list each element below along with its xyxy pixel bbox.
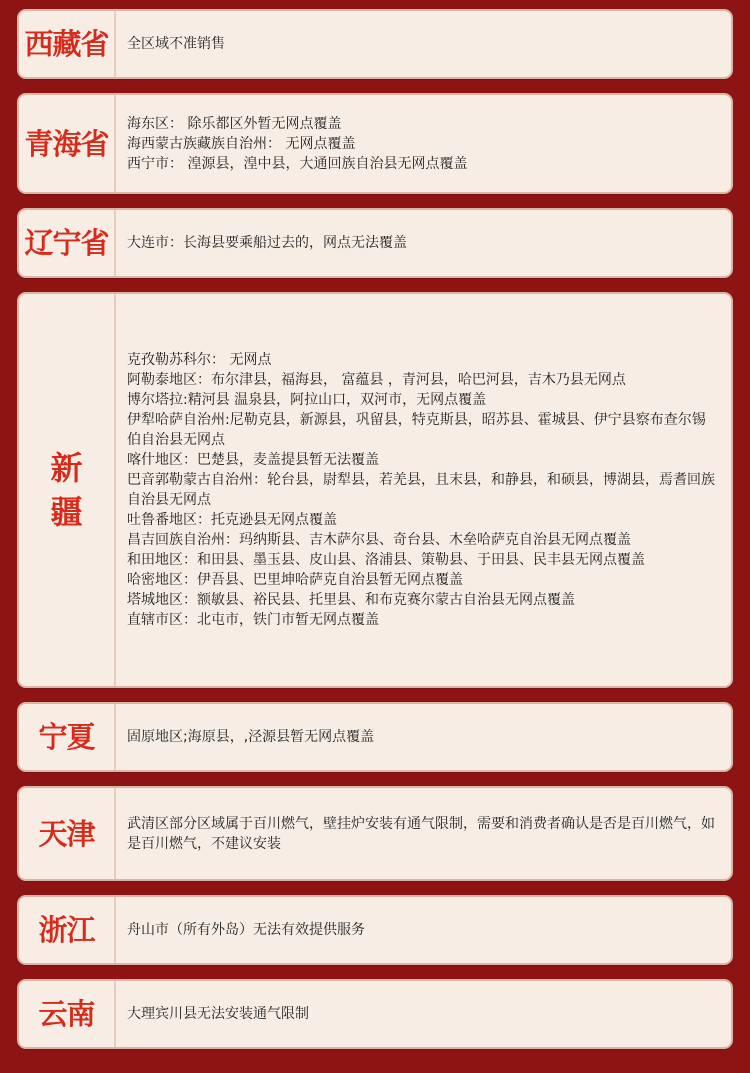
region-card-xizang — [17, 9, 733, 79]
region-card-zhejiang — [17, 895, 733, 965]
detail-line: 海西蒙古族藏族自治州： 无网点覆盖 — [127, 135, 356, 152]
region-details — [116, 11, 731, 77]
region-name: 西藏省 — [24, 27, 109, 61]
detail-line: 大理宾川县无法安装通气限制 — [127, 1006, 309, 1022]
region-name: 新 疆 — [50, 449, 83, 531]
detail-line: 吐鲁番地区：托克逊县无网点覆盖 — [127, 512, 337, 528]
detail-line: 阿勒泰地区：布尔津县，福海县， 富蕴县 ，青河县，哈巴河县，吉木乃县无网点 — [127, 372, 626, 388]
detail-line: 和田地区：和田县、墨玉县、皮山县、洛浦县、策勒县、于田县、民丰县无网点覆盖 — [127, 552, 645, 568]
region-card-xinjiang — [17, 292, 733, 688]
region-details — [116, 704, 731, 770]
region-name: 天津 — [38, 816, 95, 851]
detail-line: 固原地区;海原县，,泾源县暂无网点覆盖 — [127, 729, 375, 745]
region-details — [116, 897, 731, 963]
detail-line: 昌吉回族自治州：玛纳斯县、吉木萨尔县、奇台县、木垒哈萨克自治县无网点覆盖 — [127, 532, 631, 548]
detail-line: 武清区部分区域属于百川燃气，壁挂炉安装有通气限制，需要和消费者确认是否是百川燃气，如是百川燃气，不建议安装 — [127, 815, 715, 852]
region-name: 青海省 — [24, 126, 109, 161]
region-details — [116, 95, 731, 192]
detail-line: 舟山市（所有外岛）无法有效提供服务 — [127, 922, 365, 938]
detail-line: 海东区： 除乐都区外暂无网点覆盖 — [127, 115, 342, 132]
detail-line: 克孜勒苏科尔： 无网点 — [127, 352, 272, 368]
detail-line: 全区域不准销售 — [127, 36, 225, 52]
detail-line: 巴音郭勒蒙古自治州：轮台县，尉犁县，若羌县，且末县，和静县，和硕县，博湖县，焉耆回族自治县无网点 — [127, 472, 715, 508]
region-card-tianjin — [17, 786, 733, 881]
detail-line: 博尔塔拉:精河县 温泉县，阿拉山口，双河市，无网点覆盖 — [127, 392, 487, 408]
detail-line: 伊犁哈萨自治州:尼勒克县，新源县，巩留县，特克斯县，昭苏县、霍城县、伊宁县察布查尔锡伯自治县无网点 — [127, 412, 706, 448]
detail-line: 大连市：长海县要乘船过去的，网点无法覆盖 — [127, 235, 407, 251]
region-name: 辽宁省 — [24, 226, 109, 260]
detail-line: 塔城地区：额敏县、裕民县、托里县、和布克赛尔蒙古自治县无网点覆盖 — [127, 592, 575, 608]
region-card-yunnan — [17, 979, 733, 1049]
region-details — [116, 294, 731, 686]
region-card-ningxia — [17, 702, 733, 772]
region-card-liaoning — [17, 208, 733, 278]
region-details — [116, 788, 731, 879]
region-details — [116, 210, 731, 276]
region-details — [116, 981, 731, 1047]
detail-line: 西宁市： 湟源县，湟中县，大通回族自治县无网点覆盖 — [127, 155, 468, 172]
region-name: 云南 — [38, 997, 95, 1031]
region-card-qinghai — [17, 93, 733, 194]
detail-line: 直辖市区：北屯市，铁门市暂无网点覆盖 — [127, 612, 379, 628]
detail-line: 喀什地区：巴楚县，麦盖提县暂无法覆盖 — [127, 452, 379, 468]
region-name: 宁夏 — [38, 720, 95, 754]
region-name: 浙江 — [38, 913, 95, 947]
detail-line: 哈密地区：伊吾县、巴里坤哈萨克自治县暂无网点覆盖 — [127, 572, 463, 588]
